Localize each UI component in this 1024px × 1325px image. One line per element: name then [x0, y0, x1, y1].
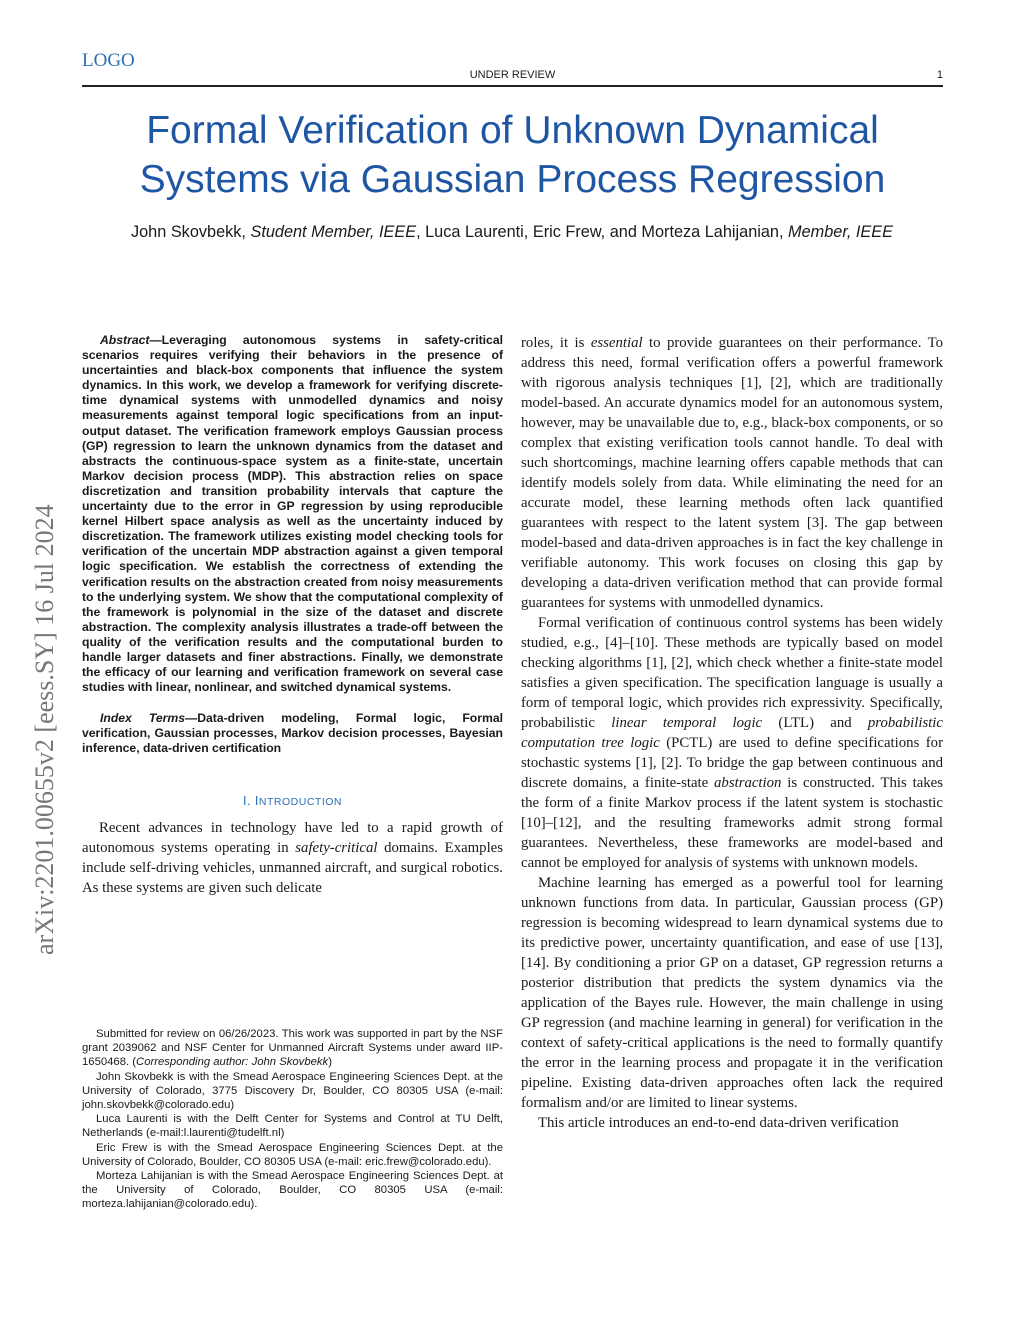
author-1: John Skovbekk, — [130, 223, 251, 241]
index-terms — [82, 711, 503, 756]
text-run: to provide guarantees on their performance. To address this need, formal verification offers a powerful framework with rigorous analysis techniques [1], [2], which are traditionally model-based. An accurate dynamics model for an autonomous system, however, may be unavailable due to, e.g., black-box components, or so complex that existing verification tools cannot handle. To deal with such shortcomings, machine learning offers capable methods that can identify models solely from data. While eliminating the need for an accurate model, these learning methods often lack quantified guarantees with respect to the latent system [3]. The gap between model-based and data-driven approaches is in fact the key challenge in verifiable autonomy. This work focuses on closing this gap by developing a data-driven verification method that can provide formal guarantees for systems with unmodelled dynamics. — [521, 335, 944, 611]
text-run: Recent advances in technology have led to a rapid growth of autonomous systems operating in — [82, 819, 503, 856]
author-list — [60, 223, 964, 242]
author-rest: , Luca Laurenti, Eric Frew, and Morteza Lahijanian, — [416, 223, 789, 241]
title-line-1: Formal Verification of Unknown Dynamical — [146, 109, 879, 152]
abstract-heading: Abstract— — [100, 333, 162, 347]
footnote-submission — [82, 1027, 503, 1070]
footnote-author-3: Eric Frew is with the Smead Aerospace Engineering Sciences Dept. at the University of Colorado, Boulder, CO 80305 USA (e-mail: eric.frew@colorado.edu). — [82, 1141, 503, 1168]
running-header — [82, 69, 943, 87]
intro-paragraph-3: Machine learning has emerged as a powerful tool for learning unknown functions from data. In particular, Gaussian process (GP) regression is becoming widespread to learn dynamical systems due to its predictive power, uncertainty quantification, and ease of use [13], [14]. By conditioning a prior GP on a dataset, GP regression returns a posterior distribution that predicts the system dynamics via the application of the Bayes rule. However, the main challenge in using GP regression (and machine learning in general) for verification in the context of safety-critical applications is the need to formally quantify the error in the learning process and propagate it in the verification pipeline. Existing data-driven approaches often lack the required formalism and/or are limited to linear systems. — [521, 875, 943, 1111]
text-run: roles, it is — [521, 335, 591, 351]
intro-paragraph-4: This article introduces an end-to-end data-driven verification — [538, 1115, 899, 1131]
page-number: 1 — [936, 69, 943, 81]
section-number: I. — [243, 793, 255, 808]
arxiv-stamp: arXiv:2201.00655v2 [eess.SY] 16 Jul 2024 — [30, 504, 59, 955]
title-line-2: Systems via Gaussian Process Regression — [139, 158, 886, 201]
footnotes — [82, 1027, 503, 1212]
text-run: Formal verification of continuous control systems has been widely studied, e.g., [4]–[10]. These methods are typically based on model checking algorithms [1], [2], which check whether a finite-state model satisfies a given specification. The specification language is usually a form of temporal logic, which provides rich expressivity. Specifically, probabilistic — [521, 615, 943, 731]
emphasis: abstraction — [714, 775, 782, 791]
text-run: Submitted for review on 06/26/2023. This work was supported in part by the NSF grant 2039062 and NSF Center for Unmanned Aircraft Systems under award IIP-1650468. ( — [82, 1028, 503, 1069]
section-heading-introduction — [82, 794, 503, 808]
left-column — [82, 333, 503, 898]
intro-paragraph-1 — [82, 818, 503, 898]
paper-title — [82, 106, 943, 204]
index-terms-text: Data-driven modeling, Formal logic, Formal verification, Gaussian processes, Markov decision processes, Bayesian inference, data-driven certification — [82, 711, 503, 756]
emphasis: linear temporal logic — [611, 715, 763, 731]
right-column — [521, 333, 943, 1133]
text-run: is constructed. This takes the form of a finite Markov process if the latent system is stochastic [10]–[12], and the resulting frameworks admit strong formal guarantees. Nevertheless, these frameworks are model-based and cannot be employed for analysis of systems with unknown models. — [521, 775, 944, 871]
author-1-membership: Student Member, IEEE — [250, 223, 417, 241]
footnote-author-4: Morteza Lahijanian is with the Smead Aerospace Engineering Sciences Dept. at the University of Colorado, Boulder, CO 80305 USA (e-mail: morteza.lahijanian@colorado.edu). — [82, 1170, 503, 1211]
running-title: UNDER REVIEW — [469, 69, 556, 81]
emphasis: essential — [590, 335, 643, 351]
intro-paragraph-1-cont — [521, 333, 943, 613]
intro-paragraph-2 — [521, 613, 943, 873]
emphasis: safety-critical — [295, 839, 378, 856]
author-last-membership: Member, IEEE — [788, 223, 894, 241]
section-title-cap: I — [254, 793, 259, 808]
index-terms-heading: Index Terms— — [100, 711, 198, 726]
logo: LOGO — [82, 50, 135, 71]
emphasis: probabilistic computation tree logic — [521, 715, 943, 751]
section-title-rest: NTRODUCTION — [258, 795, 342, 808]
text-run: (PCTL) are used to define specifications for stochastic systems [1], [2]. To bridge the gap between continuous and discrete domains, a finite-state — [521, 735, 944, 791]
text-run: domains. Examples include self-driving vehicles, unmanned aircraft, and surgical robotics. As these systems are given such delicate — [82, 839, 504, 896]
abstract — [82, 333, 503, 695]
footnote-author-2: Luca Laurenti is with the Delft Center for Systems and Control at TU Delft, Netherlands (e-mail:l.laurenti@tudelft.nl) — [82, 1113, 503, 1140]
emphasis: Corresponding author: John Skovbekk — [136, 1056, 329, 1069]
text-run: ) — [328, 1056, 332, 1069]
abstract-text: Leveraging autonomous systems in safety-critical scenarios requires verifying their behaviors in the presence of uncertainties and black-box components that influence the system dynamics. In this work, we develop a framework for verifying discrete-time dynamical systems with unmodelled dynamics and noisy measurements against temporal logic specifications from an input-output dataset. The verification framework employs Gaussian process (GP) regression to learn the unknown dynamics from the dataset and abstracts the continuous-space system as a finite-state, uncertain Markov decision process (MDP). This abstraction relies on space discretization and transition probability intervals that capture the uncertainty due to the error in GP regression by using reproducible kernel Hilbert space analysis as well as the uncertainty induced by discretization. The framework utilizes existing model checking tools for verification of the uncertain MDP abstraction against a given temporal logic specification. We establish the correctness of extending the verification results on the abstraction created from noisy measurements to the underlying system. We show that the computational complexity of the framework is polynomial in the size of the dataset and discrete abstraction. The complexity analysis illustrates a trade-off between the quality of the verification results and the computational burden to handle larger datasets and finer abstractions. Finally, we demonstrate the efficacy of our learning and verification framework on several case studies with linear, nonlinear, and switched dynamical systems. — [82, 333, 503, 695]
text-run: (LTL) and — [762, 715, 868, 731]
footnote-author-1: John Skovbekk is with the Smead Aerospace Engineering Sciences Dept. at the University of Colorado, 3775 Discovery Dr, Boulder, CO 80305 USA (e-mail: john.skovbekk@colorado.edu) — [82, 1070, 503, 1112]
